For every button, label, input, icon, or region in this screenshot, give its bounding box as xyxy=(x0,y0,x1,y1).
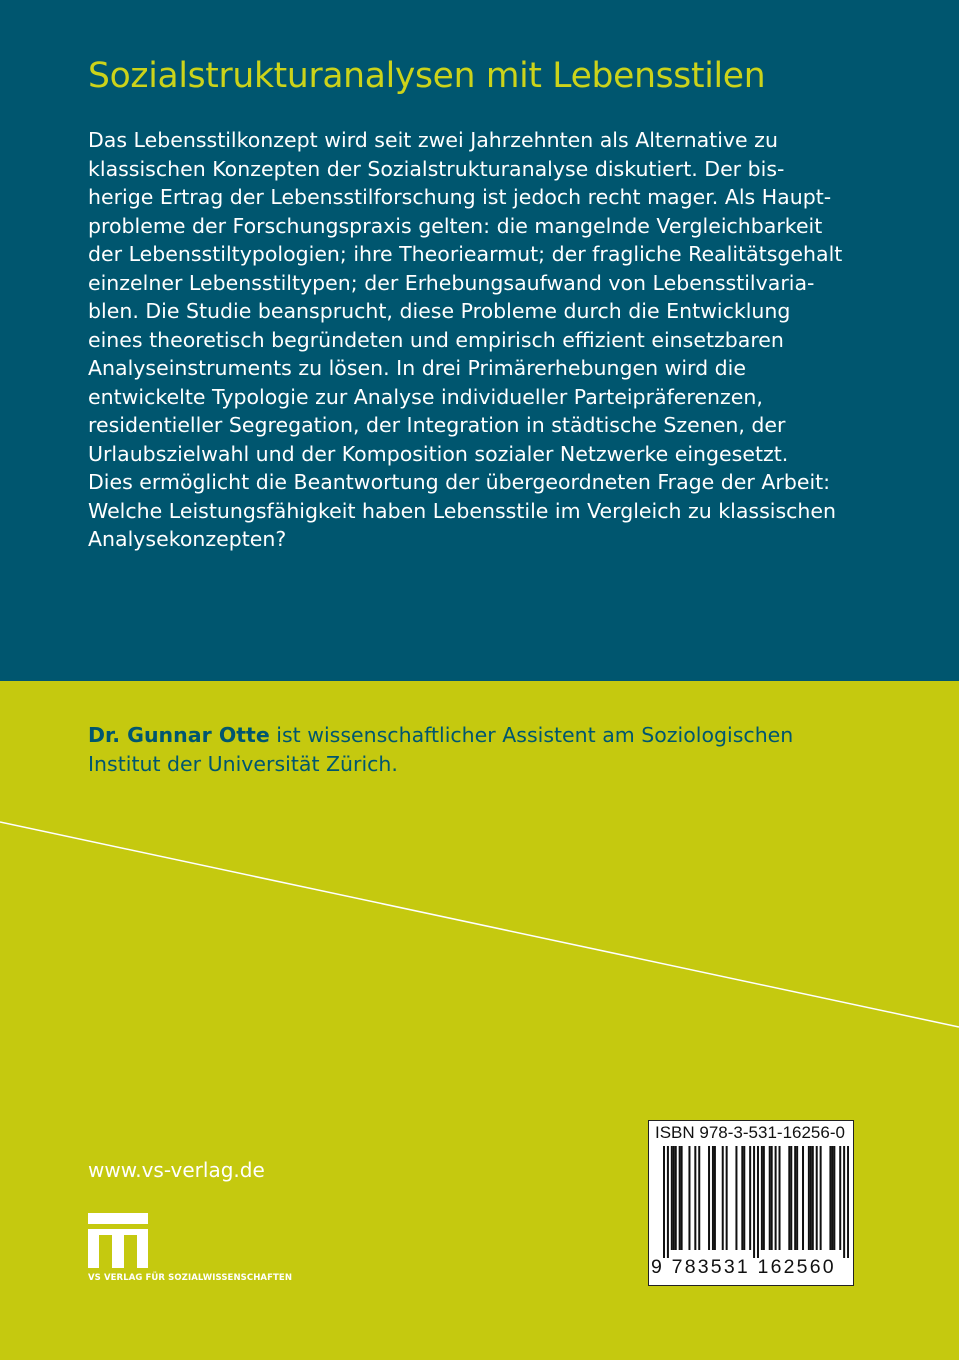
barcode-bar xyxy=(743,1146,745,1250)
description-line: Urlaubszielwahl und der Komposition sozialer Netzwerke eingesetzt. xyxy=(88,441,789,466)
barcode-bar xyxy=(741,1146,743,1250)
barcode-bar xyxy=(698,1146,700,1250)
description-line: probleme der Forschungspraxis gelten: die mangelnde Vergleichbarkeit xyxy=(88,213,823,238)
barcode-bar xyxy=(831,1146,833,1250)
description-line: residentieller Segregation, der Integration in städtische Szenen, der xyxy=(88,413,786,437)
author-bio-line xyxy=(88,721,948,750)
barcode-bar xyxy=(771,1146,773,1250)
author-name: Dr. Gunnar Otte xyxy=(88,723,270,747)
barcode-bar xyxy=(761,1146,763,1250)
description-line: Analyseinstruments zu lösen. In drei Primärerhebungen wird die xyxy=(88,356,746,380)
barcode-bar xyxy=(735,1146,737,1250)
barcode-bar xyxy=(757,1146,759,1258)
description-line: entwickelte Typologie zur Analyse individueller Parteipräferenzen, xyxy=(88,384,763,409)
barcode-bar xyxy=(812,1146,814,1250)
barcode-bar xyxy=(712,1146,714,1250)
barcode-bar xyxy=(681,1146,683,1250)
barcode-bar xyxy=(667,1146,669,1258)
vs-verlag-logo-icon xyxy=(88,1213,148,1268)
isbn-barcode xyxy=(648,1120,854,1286)
barcode-digits: 9 783531 162560 xyxy=(651,1256,836,1278)
barcode-bars xyxy=(663,1146,849,1258)
barcode-bar xyxy=(796,1146,798,1250)
description-line: Dies ermöglicht die Beantwortung der übergeordneten Frage der Arbeit: xyxy=(88,470,831,494)
barcode-bar xyxy=(802,1146,804,1250)
author-bio-text: ist wissenschaftlicher Assistent am Soziologischen xyxy=(269,723,794,747)
description-line: Analysekonzepten? xyxy=(88,527,287,551)
description-line: Welche Leistungsfähigkeit haben Lebensstile im Vergleich zu klassischen xyxy=(88,498,837,523)
barcode-bar xyxy=(753,1146,755,1258)
barcode-bar xyxy=(775,1146,777,1250)
description-line: klassischen Konzepten der Sozialstrukturanalyse diskutiert. Der bis- xyxy=(88,156,785,181)
barcode-bar xyxy=(843,1146,845,1258)
barcode-bar xyxy=(788,1146,790,1250)
barcode-bar xyxy=(794,1146,796,1250)
barcode-bar xyxy=(810,1146,812,1250)
barcode-bar xyxy=(663,1146,665,1258)
publisher-url[interactable]: www.vs-verlag.de xyxy=(88,1158,265,1182)
isbn-label: ISBN 978-3-531-16256-0 xyxy=(655,1123,845,1142)
barcode-bar xyxy=(847,1146,849,1258)
barcode-bar xyxy=(675,1146,677,1250)
barcode-bar xyxy=(671,1146,673,1250)
publisher-logo-text: VS VERLAG FÜR SOZIALWISSENSCHAFTEN xyxy=(88,1273,293,1283)
description-line: der Lebensstiltypologien; ihre Theoriearmut; der fragliche Realitätsgehalt xyxy=(88,242,843,266)
barcode-bar xyxy=(833,1146,835,1250)
barcode-bar xyxy=(726,1146,728,1250)
barcode-bar xyxy=(694,1146,696,1250)
barcode-bar xyxy=(839,1146,841,1250)
barcode-bar xyxy=(763,1146,765,1250)
barcode-bar xyxy=(679,1146,681,1250)
barcode-bar xyxy=(779,1146,781,1250)
description-line: einzelner Lebensstiltypen; der Erhebungsaufwand von Lebensstilvaria- xyxy=(88,270,815,295)
barcode-bar xyxy=(749,1146,751,1250)
barcode-bar xyxy=(708,1146,710,1250)
barcode-bar xyxy=(722,1146,724,1250)
description-line: blen. Die Studie beansprucht, diese Probleme durch die Entwicklung xyxy=(88,299,791,323)
book-title: Sozialstrukturanalysen mit Lebensstilen xyxy=(88,56,766,96)
barcode-bar xyxy=(820,1146,822,1250)
barcode-bar xyxy=(816,1146,818,1250)
description-line: Das Lebensstilkonzept wird seit zwei Jahrzehnten als Alternative zu xyxy=(88,128,778,152)
description-line: herige Ertrag der Lebensstilforschung ist jedoch recht mager. Als Haupt- xyxy=(88,185,832,209)
barcode-bar xyxy=(790,1146,792,1250)
barcode-bar xyxy=(673,1146,675,1250)
diagonal-divider-line xyxy=(0,810,959,1030)
description-line: eines theoretisch begründeten und empirisch effizient einsetzbaren xyxy=(88,327,784,352)
barcode-bar xyxy=(769,1146,771,1250)
barcode-bar xyxy=(714,1146,716,1250)
barcode-bar xyxy=(829,1146,831,1250)
book-description xyxy=(88,126,938,554)
author-bio xyxy=(88,721,948,779)
barcode-bar xyxy=(688,1146,690,1250)
barcode-bar xyxy=(808,1146,810,1250)
author-bio-line: Institut der Universität Zürich. xyxy=(88,752,398,776)
